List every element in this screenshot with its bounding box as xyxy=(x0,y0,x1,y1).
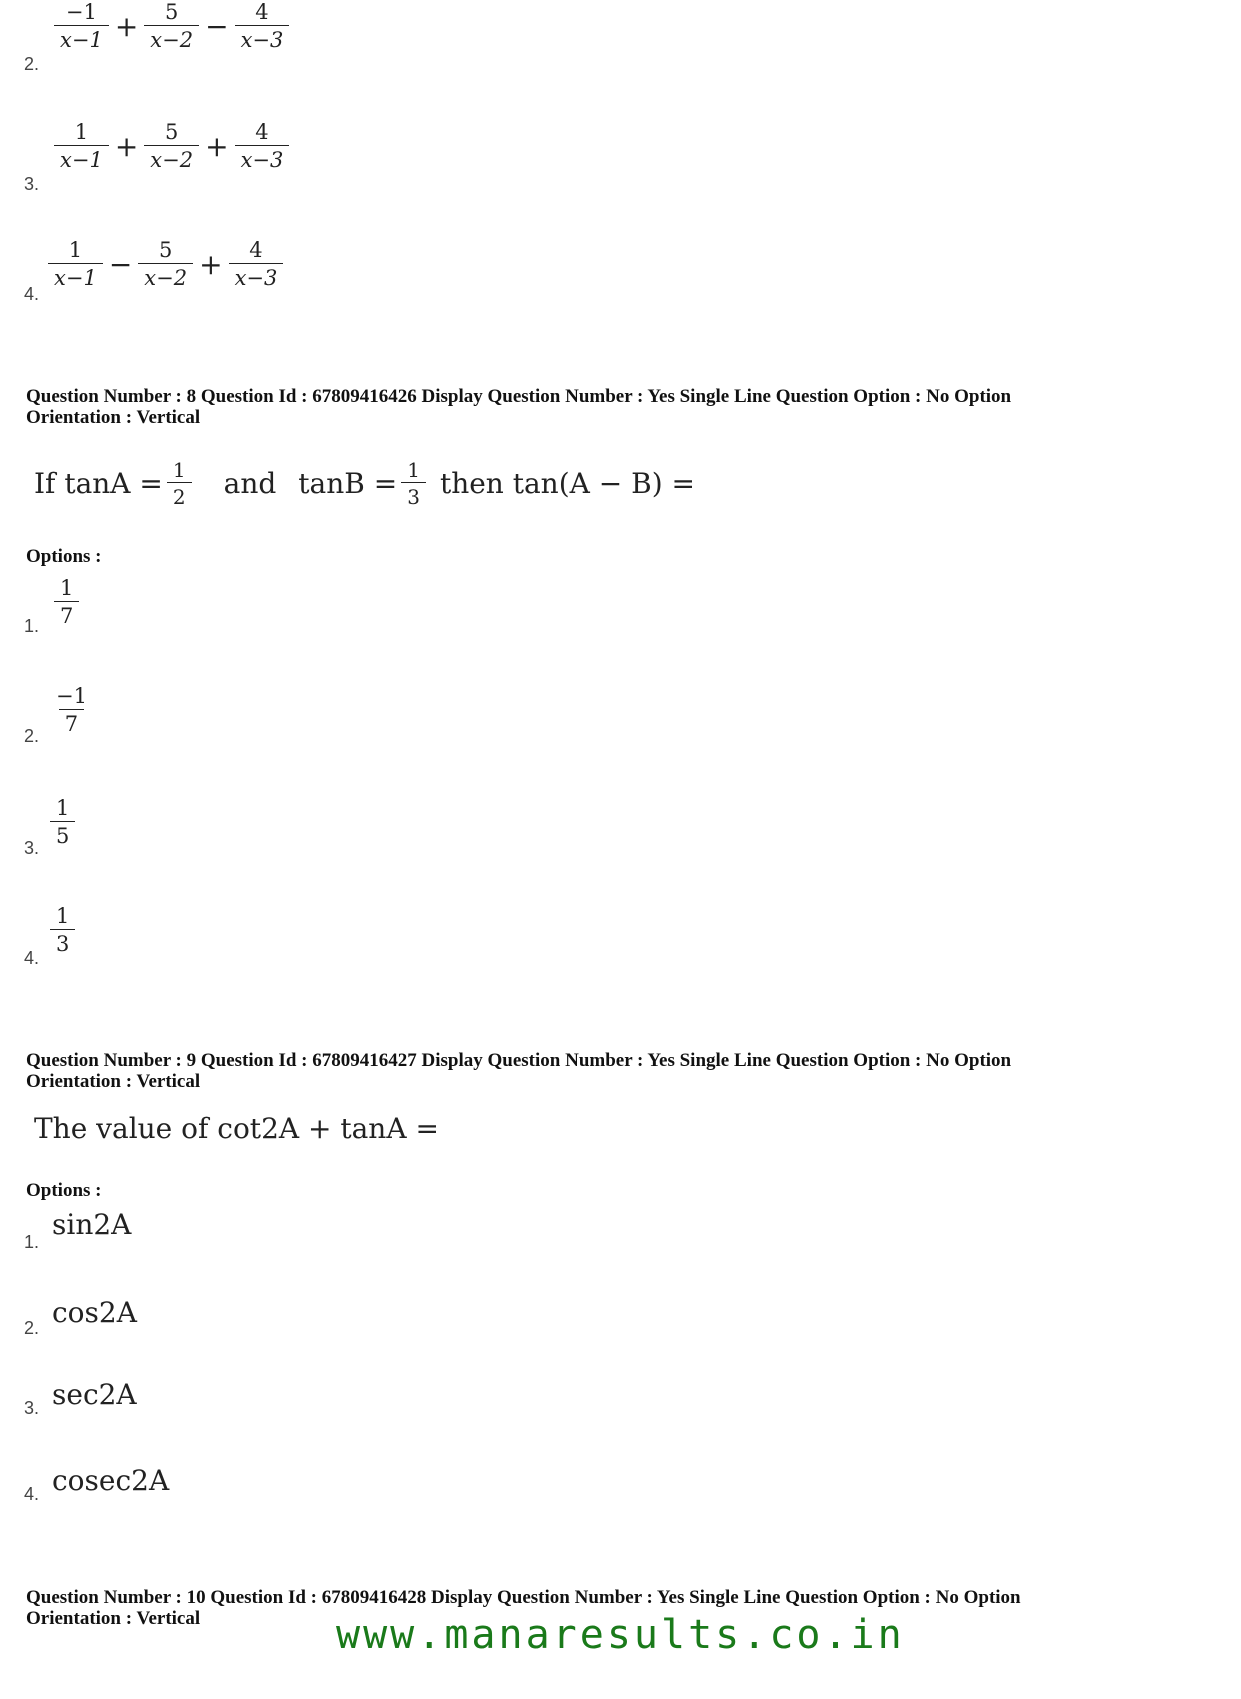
option-value: $\frac{1}{7}$ xyxy=(50,578,83,627)
options-label: Options : xyxy=(26,1180,102,1201)
option-number: 3. xyxy=(24,174,40,194)
question-10-header: Question Number : 10 Question Id : 67809416428 Display Question Number : Yes Single Line Question Option : No Option Orientation : Vertical xyxy=(26,1587,1021,1629)
question-9-text: The value of cot2A + tanA = xyxy=(34,1112,439,1145)
question-8-header: Question Number : 8 Question Id : 67809416426 Display Question Number : Yes Single Line Question Option : No Option Orientation : Vertical xyxy=(26,386,1012,428)
option-value: cosec2A xyxy=(52,1464,170,1497)
option-number: 4. xyxy=(24,1484,40,1504)
question-9-header: Question Number : 9 Question Id : 67809416427 Display Question Number : Yes Single Line Question Option : No Option Orientation : Vertical xyxy=(26,1050,1012,1092)
options-label: Options : xyxy=(26,546,102,567)
option-value: $\frac{-1}{7}$ xyxy=(56,684,87,736)
option-value: $\frac{1}{5}$ xyxy=(46,798,79,847)
option-value: sin2A xyxy=(52,1208,132,1241)
option-number: 4. xyxy=(24,948,40,968)
option-number: 4. xyxy=(24,284,40,304)
option-number: 2. xyxy=(24,726,40,746)
option-expression: $\frac{1}{x-1}$ − $\frac{5}{x-2}$ + $\frac{4}{x-3}$ xyxy=(44,240,287,289)
option-number: 2. xyxy=(24,1318,40,1338)
option-number: 3. xyxy=(24,1398,40,1418)
option-value: $\frac{1}{3}$ xyxy=(46,906,79,955)
option-number: 3. xyxy=(24,838,40,858)
option-number: 1. xyxy=(24,1232,40,1252)
watermark-url: www.manaresults.co.in xyxy=(336,1612,905,1658)
option-value: sec2A xyxy=(52,1378,137,1411)
option-number: 1. xyxy=(24,616,40,636)
option-expression: $\frac{1}{x-1}$ + $\frac{5}{x-2}$ + $\frac{4}{x-3}$ xyxy=(50,122,293,171)
option-number: 2. xyxy=(24,54,40,74)
question-8-text: If tanA = $\frac{1}{2}$ and tanB = $\frac{1}{3}$ then tan(A − B) = xyxy=(34,458,695,509)
option-expression: $\frac{-1}{x-1}$ + $\frac{5}{x-2}$ − $\frac{4}{x-3}$ xyxy=(50,2,293,51)
option-value: cos2A xyxy=(52,1296,137,1329)
